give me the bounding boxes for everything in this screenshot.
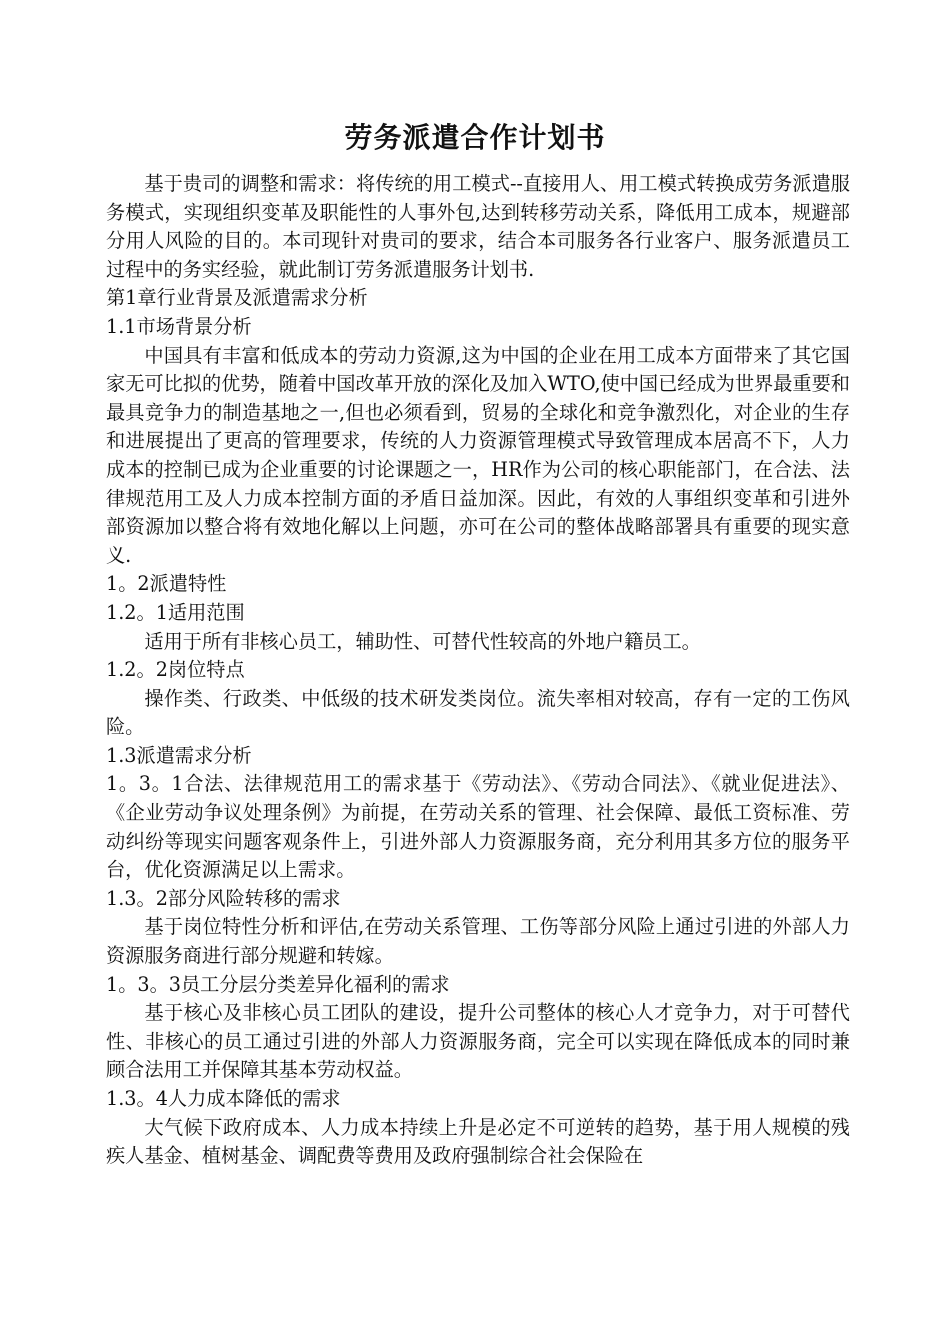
cost-reduction-paragraph: 大气候下政府成本、人力成本持续上升是必定不可逆转的趋势，基于用人规模的残疾人基金、植树基金、调配费等费用及政府强制综合社会保险在 xyxy=(106,1115,850,1168)
section-1-2-heading: 1。2派遣特性 xyxy=(106,572,227,596)
section-1-2-2-heading: 1.2。2岗位特点 xyxy=(106,658,245,682)
chapter-1-heading: 第1章行业背景及派遣需求分析 xyxy=(106,286,368,310)
welfare-paragraph: 基于核心及非核心员工团队的建设，提升公司整体的核心人才竞争力，对于可替代性、非核心的员工通过引进的外部人力资源服务商，完全可以实现在降低成本的同时兼顾合法用工并保障其基本劳动权益。 xyxy=(106,1001,850,1082)
section-1-3-heading: 1.3派遣需求分析 xyxy=(106,743,252,767)
market-background-paragraph: 中国具有丰富和低成本的劳动力资源,这为中国的企业在用工成本方面带来了其它国家无可比拟的优势，随着中国改革开放的深化及加入WTO,使中国已经成为世界最重要和最具竞争力的制造基地之一,但也必须看到，贸易的全球化和竞争激烈化，对企业的生存和进展提出了更高的管理要求，传统的人力资源管理模式导致管理成本居高不下，人力成本的控制已成为企业重要的讨论课题之一，HR作为公司的核心职能部门，在合法、法律规范用工及人力成本控制方面的矛盾日益加深。因此，有效的人事组织变革和引进外部资源加以整合将有效地化解以上问题，亦可在公司的整体战略部署具有重要的现实意义. xyxy=(106,343,850,567)
document-title: 劳务派遣合作计划书 xyxy=(344,121,606,154)
position-features-paragraph: 操作类、行政类、中低级的技术研发类岗位。流失率相对较高，存有一定的工伤风险。 xyxy=(106,686,850,739)
risk-transfer-paragraph: 基于岗位特性分析和评估,在劳动关系管理、工伤等部分风险上通过引进的外部人力资源服务商进行部分规避和转嫁。 xyxy=(106,915,850,968)
section-1-3-2-heading: 1.3。2部分风险转移的需求 xyxy=(106,886,341,910)
section-1-1-heading: 1.1市场背景分析 xyxy=(106,314,252,338)
section-1-2-1-heading: 1.2。1适用范围 xyxy=(106,600,245,624)
scope-paragraph: 适用于所有非核心员工，辅助性、可替代性较高的外地户籍员工。 xyxy=(144,629,701,653)
section-1-3-4-heading: 1.3。4人力成本降低的需求 xyxy=(106,1087,341,1110)
intro-paragraph: 基于贵司的调整和需求：将传统的用工模式--直接用人、用工模式转换成劳务派遣服务模式，实现组织变革及职能性的人事外包,达到转移劳动关系，降低用工成本，规避部分用人风险的目的。本司现针对贵司的要求，结合本司服务各行业客户、服务派遣员工过程中的务实经验，就此制订劳务派遣服务计划书. xyxy=(106,172,850,281)
section-1-3-3-heading: 1。3。3员工分层分类差异化福利的需求 xyxy=(106,972,450,996)
section-1-3-1-paragraph: 1。3。1合法、法律规范用工的需求基于《劳动法》、《劳动合同法》、《就业促进法》、《企业劳动争议处理条例》为前提，在劳动关系的管理、社会保障、最低工资标准、劳动纠纷等现实问题客观条件上，引进外部人力资源服务商，充分利用其多方位的服务平台，优化资源满足以上需求。 xyxy=(106,772,850,882)
document-body xyxy=(106,170,850,1171)
